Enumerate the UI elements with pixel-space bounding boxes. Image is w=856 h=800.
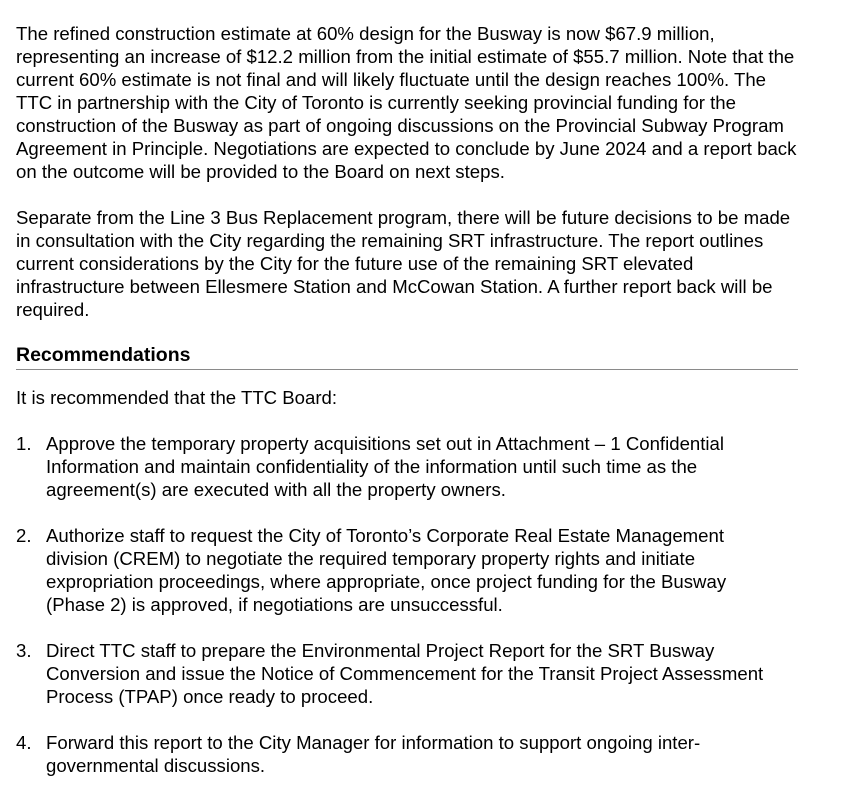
recommendation-number: 1. bbox=[16, 433, 32, 454]
recommendation-number: 2. bbox=[16, 525, 32, 546]
recommendation-text: Direct TTC staff to prepare the Environmental Project Report for the SRT Busway Conversion and issue the Notice of Commencement for the Transit Project Assessment Process (TPAP) once ready to proceed. bbox=[46, 640, 764, 707]
document-page bbox=[16, 22, 798, 800]
recommendation-text: Approve the temporary property acquisitions set out in Attachment – 1 Confidential Information and maintain confidentiality of the information until such time as the agreement(s) are executed with all the property owners. bbox=[46, 433, 725, 500]
recommendations-list bbox=[16, 432, 798, 777]
recommendation-text: Authorize staff to request the City of Toronto’s Corporate Real Estate Management division (CREM) to negotiate the required temporary property rights and initiate expropriation proceedings, where appropriate, once project funding for the Busway (Phase 2) is approved, if negotiations are unsuccessful. bbox=[46, 525, 727, 615]
recommendation-item-4 bbox=[16, 731, 798, 777]
recommendation-item-2 bbox=[16, 524, 798, 616]
recommendation-text: Forward this report to the City Manager for information to support ongoing inter-governmental discussions. bbox=[46, 732, 701, 776]
recommendation-number: 3. bbox=[16, 640, 32, 661]
recommendation-item-1 bbox=[16, 432, 798, 501]
estimate-paragraph: The refined construction estimate at 60% design for the Busway is now $67.9 million, representing an increase of $12.2 million from the initial estimate of $55.7 million. Note that the current 60% estimate is not final and will likely fluctuate until the design reaches 100%. The TTC in partnership with the City of Toronto is currently seeking provincial funding for the construction of the Busway as part of ongoing discussions on the Provincial Subway Program Agreement in Principle. Negotiations are expected to conclude by June 2024 and a report back on the outcome will be provided to the Board on next steps. bbox=[16, 23, 797, 182]
recommendations-intro: It is recommended that the TTC Board: bbox=[16, 387, 338, 408]
recommendations-heading: Recommendations bbox=[16, 344, 798, 370]
recommendation-number: 4. bbox=[16, 732, 32, 753]
srt-infrastructure-paragraph: Separate from the Line 3 Bus Replacement program, there will be future decisions to be made in consultation with the City regarding the remaining SRT infrastructure. The report outlines current considerations by the City for the future use of the remaining SRT elevated infrastructure between Ellesmere Station and McCowan Station. A further report back will be required. bbox=[16, 207, 791, 320]
recommendation-item-3 bbox=[16, 639, 798, 708]
